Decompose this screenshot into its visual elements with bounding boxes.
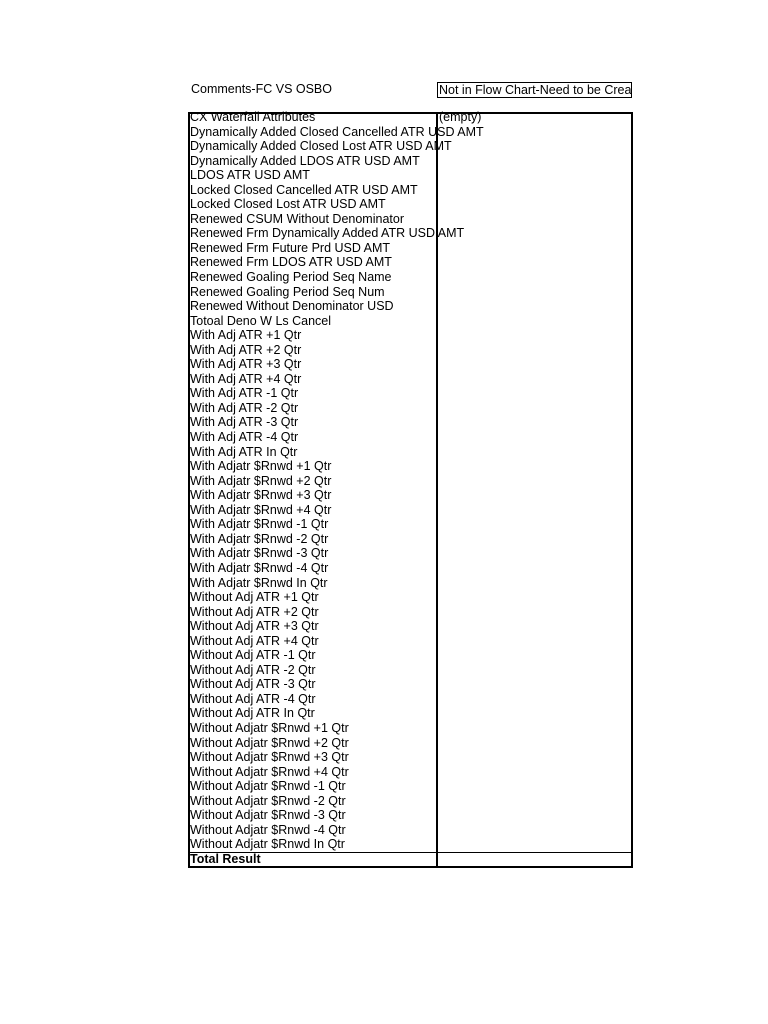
pivot-row [190, 532, 768, 547]
pivot-row [190, 255, 768, 270]
pivot-row [190, 750, 768, 765]
pivot-row [190, 357, 768, 372]
flow-chart-note-cell: Not in Flow Chart-Need to be Crea [439, 83, 632, 97]
pivot-row-label: Dynamically Added Closed Lost ATR USD AMT [190, 139, 452, 154]
pivot-row [190, 488, 768, 503]
pivot-row-label: Without Adj ATR -4 Qtr [190, 691, 316, 706]
pivot-row [190, 648, 768, 663]
pivot-row-label: With Adjatr $Rnwd +4 Qtr [190, 502, 332, 517]
pivot-row-label: Locked Closed Lost ATR USD AMT [190, 197, 386, 212]
pivot-row-label: Renewed Without Denominator USD [190, 299, 394, 314]
pivot-row [190, 401, 768, 416]
pivot-row-label: Without Adj ATR -3 Qtr [190, 677, 316, 692]
pivot-row-label: LDOS ATR USD AMT [190, 168, 310, 183]
pivot-row [190, 837, 768, 852]
pivot-row-label: With Adjatr $Rnwd In Qtr [190, 575, 328, 590]
pivot-row-label: With Adj ATR +4 Qtr [190, 371, 302, 386]
pivot-row [190, 692, 768, 707]
pivot-row-label: Dynamically Added Closed Cancelled ATR USD AMT [190, 124, 484, 139]
pivot-row-label: Dynamically Added LDOS ATR USD AMT [190, 153, 420, 168]
pivot-row [190, 677, 768, 692]
comments-label: Comments-FC VS OSBO [191, 82, 332, 96]
pivot-row-label: Renewed Frm LDOS ATR USD AMT [190, 255, 392, 270]
pivot-row [190, 706, 768, 721]
pivot-row-label: Without Adj ATR +3 Qtr [190, 619, 319, 634]
pivot-row-label: Without Adjatr $Rnwd -1 Qtr [190, 779, 346, 794]
pivot-row-label: With Adj ATR -2 Qtr [190, 400, 299, 415]
pivot-row-label: With Adjatr $Rnwd +3 Qtr [190, 488, 332, 503]
pivot-row [190, 241, 768, 256]
pivot-row [190, 561, 768, 576]
pivot-row-label: With Adjatr $Rnwd +1 Qtr [190, 459, 332, 474]
pivot-row-label: With Adj ATR In Qtr [190, 444, 298, 459]
pivot-row [190, 154, 768, 169]
pivot-row [190, 503, 768, 518]
pivot-row [190, 314, 768, 329]
pivot-row-label: Totoal Deno W Ls Cancel [190, 313, 332, 328]
pivot-row [190, 765, 768, 780]
field-header: CX Waterfall Attributes [190, 110, 316, 124]
pivot-row-label: With Adj ATR +3 Qtr [190, 357, 302, 372]
pivot-row [190, 605, 768, 620]
pivot-row-label: With Adjatr $Rnwd -1 Qtr [190, 517, 329, 532]
pivot-row-label: With Adjatr $Rnwd -4 Qtr [190, 560, 329, 575]
pivot-row [190, 459, 768, 474]
pivot-row [190, 125, 768, 140]
pivot-row-label: Without Adjatr $Rnwd +1 Qtr [190, 720, 349, 735]
pivot-row-label: Without Adj ATR +1 Qtr [190, 590, 319, 605]
pivot-row [190, 430, 768, 445]
pivot-row [190, 590, 768, 605]
pivot-row [190, 270, 768, 285]
pivot-row-label: Without Adjatr $Rnwd +4 Qtr [190, 764, 349, 779]
pivot-row-label: With Adj ATR -4 Qtr [190, 430, 299, 445]
pivot-row [190, 634, 768, 649]
pivot-row [190, 197, 768, 212]
pivot-header-row [190, 110, 768, 125]
pivot-row-label: With Adj ATR -3 Qtr [190, 415, 299, 430]
pivot-row-label: Without Adj ATR In Qtr [190, 706, 315, 721]
pivot-row [190, 823, 768, 838]
pivot-row-label: With Adjatr $Rnwd -3 Qtr [190, 546, 329, 561]
pivot-row [190, 546, 768, 561]
pivot-row [190, 183, 768, 198]
pivot-row-label: Without Adjatr $Rnwd +3 Qtr [190, 750, 349, 765]
pivot-row-label: Locked Closed Cancelled ATR USD AMT [190, 182, 418, 197]
pivot-row [190, 721, 768, 736]
pivot-row-label: With Adj ATR +2 Qtr [190, 342, 302, 357]
pivot-row [190, 736, 768, 751]
pivot-row-label: Renewed Frm Dynamically Added ATR USD AMT [190, 226, 465, 241]
total-label: Total Result [190, 851, 261, 866]
pivot-row-label: Without Adj ATR -1 Qtr [190, 648, 316, 663]
pivot-row-label: Without Adj ATR -2 Qtr [190, 662, 316, 677]
pivot-row-label: Without Adjatr $Rnwd -3 Qtr [190, 808, 346, 823]
pivot-rows [190, 110, 768, 866]
pivot-row [190, 212, 768, 227]
pivot-row [190, 386, 768, 401]
pivot-row [190, 328, 768, 343]
pivot-row [190, 285, 768, 300]
pivot-row [190, 663, 768, 678]
pivot-row-label: Without Adj ATR +4 Qtr [190, 633, 319, 648]
value-header: (empty) [439, 110, 482, 124]
pivot-row-label: Renewed CSUM Without Denominator [190, 211, 404, 226]
pivot-row-label: Without Adjatr $Rnwd -4 Qtr [190, 822, 346, 837]
pivot-row-label: Without Adjatr $Rnwd -2 Qtr [190, 793, 346, 808]
pivot-row-label: With Adj ATR -1 Qtr [190, 386, 299, 401]
pivot-row-label: Renewed Frm Future Prd USD AMT [190, 240, 391, 255]
pivot-row [190, 372, 768, 387]
pivot-row [190, 779, 768, 794]
pivot-row [190, 619, 768, 634]
total-row [190, 852, 768, 867]
pivot-row-label: With Adjatr $Rnwd +2 Qtr [190, 473, 332, 488]
pivot-row [190, 226, 768, 241]
pivot-row [190, 794, 768, 809]
pivot-row [190, 445, 768, 460]
pivot-row [190, 139, 768, 154]
pivot-row [190, 343, 768, 358]
pivot-row [190, 299, 768, 314]
pivot-row-label: Without Adjatr $Rnwd +2 Qtr [190, 735, 349, 750]
pivot-row-label: With Adjatr $Rnwd -2 Qtr [190, 531, 329, 546]
pivot-row-label: With Adj ATR +1 Qtr [190, 328, 302, 343]
pivot-row [190, 808, 768, 823]
pivot-row [190, 168, 768, 183]
pivot-row [190, 576, 768, 591]
pivot-row-label: Renewed Goaling Period Seq Num [190, 284, 385, 299]
pivot-row-label: Without Adjatr $Rnwd In Qtr [190, 837, 345, 852]
pivot-row [190, 415, 768, 430]
pivot-row [190, 474, 768, 489]
pivot-row [190, 517, 768, 532]
pivot-row-label: Without Adj ATR +2 Qtr [190, 604, 319, 619]
pivot-row-label: Renewed Goaling Period Seq Name [190, 270, 392, 285]
